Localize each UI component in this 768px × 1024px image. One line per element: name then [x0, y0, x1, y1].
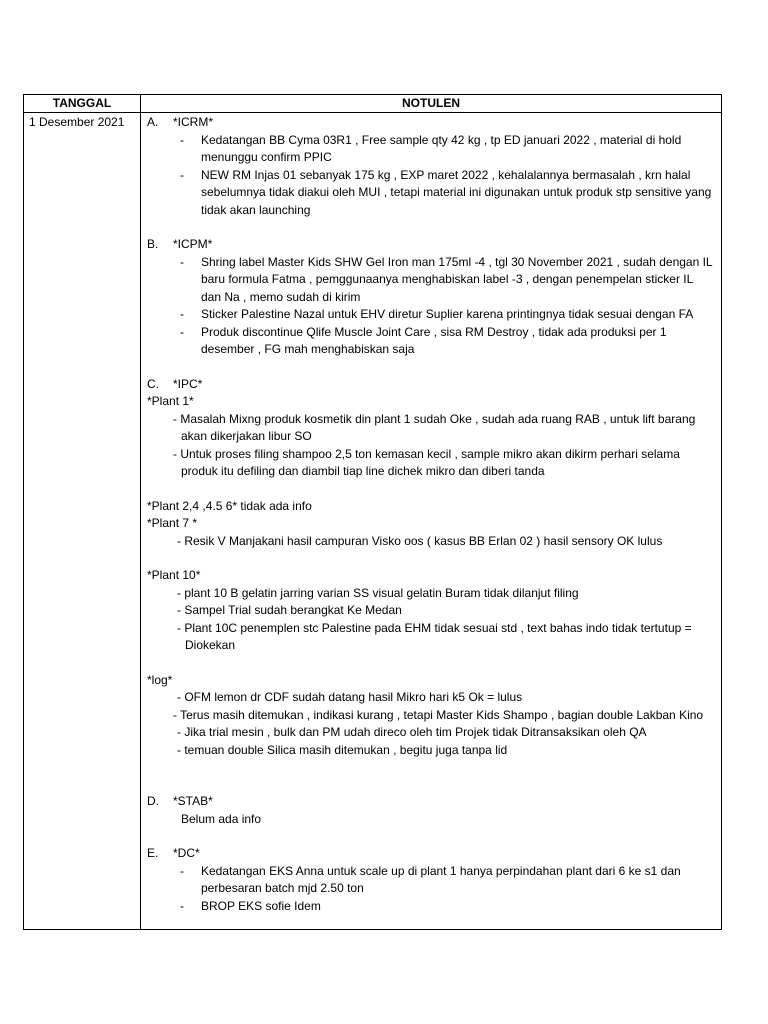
section-e-title: *DC* [173, 846, 200, 860]
list-item: - BROP EKS sofie Idem [180, 898, 715, 916]
section-d-title: *STAB* [173, 794, 213, 808]
minutes-row [24, 113, 722, 930]
list-item: - Plant 10C penemplen stc Palestine pada EHM tidak sesuai std , text bahas indo tidak tertutup = Diokekan [177, 620, 692, 652]
log-title: *log* [147, 672, 173, 687]
plant7-title: *Plant 7 * [147, 516, 198, 530]
list-item: - OFM lemon dr CDF sudah datang hasil Mikro hari k5 Ok = lulus [177, 690, 523, 704]
section-b-heading [147, 236, 715, 254]
section-e-letter: E. [147, 846, 159, 860]
section-e-heading [147, 845, 715, 863]
list-item: - temuan double Silica masih ditemukan , begitu juga tanpa lid [177, 742, 508, 757]
list-item: - Sticker Palestine Nazal untuk EHV diretur Suplier karena printingnya tidak sesuai dengan FA [180, 306, 715, 324]
list-item: - Resik V Manjakani hasil campuran Visko oos ( kasus BB Erlan 02 ) hasil sensory OK lulus [177, 533, 663, 548]
section-d-text: Belum ada info [181, 811, 262, 826]
section-a-heading [147, 114, 715, 132]
list-item: - Untuk proses filing shampoo 2,5 ton kemasan kecil , sample mikro akan dikirm perhari selama produk itu defiling dan diambil tiap line dichek mikro dan diberi tanda [173, 446, 680, 478]
section-d-heading [147, 793, 715, 811]
plant1-title: *Plant 1* [147, 394, 194, 408]
minutes-table [23, 94, 722, 930]
plant2456-note: *Plant 2,4 ,4.5 6* tidak ada info [147, 498, 312, 513]
list-item: - plant 10 B gelatin jarring varian SS visual gelatin Buram tidak dilanjut filing [177, 585, 579, 600]
section-c-title: *IPC* [173, 376, 203, 391]
section-d-letter: D. [147, 794, 159, 808]
section-b-letter: B. [147, 237, 159, 251]
section-b-title: *ICPM* [173, 237, 213, 251]
list-item: - Kedatangan EKS Anna untuk scale up di plant 1 hanya perpindahan plant dari 6 ke s1 dan perbesaran batch mjd 2.50 ton [180, 863, 715, 898]
plant10-title: *Plant 10* [147, 568, 201, 582]
list-item: - Sampel Trial sudah berangkat Ke Medan [177, 603, 402, 617]
section-e-list [147, 863, 715, 916]
header-tanggal: TANGGAL [24, 95, 141, 113]
section-c-heading [147, 376, 715, 394]
header-notulen: NOTULEN [141, 95, 722, 113]
list-item: - NEW RM Injas 01 sebanyak 175 kg , EXP maret 2022 , kehalalannya bermasalah , krn halal sebelumnya tidak diakui oleh MUI , tetapi material ini digunakan untuk produk stp sensitive yang tidak akan launching [180, 167, 715, 220]
list-item: - Terus masih ditemukan , indikasi kurang , tetapi Master Kids Shampo , bagian double Lakban Kino [173, 707, 704, 722]
section-b-list [147, 254, 715, 359]
list-item: - Kedatangan BB Cyma 03R1 , Free sample qty 42 kg , tp ED januari 2022 , material di hold menunggu confirm PPIC [180, 132, 715, 167]
list-item: - Produk discontinue Qlife Muscle Joint Care , sisa RM Destroy , tidak ada produksi per 1 desember , FG mah menghabiskan saja [180, 324, 715, 359]
notes-cell [141, 113, 722, 930]
list-item: - Masalah Mixng produk kosmetik din plant 1 sudah Oke , sudah ada ruang RAB , untuk lift barang akan dikerjakan libur SO [173, 411, 696, 443]
section-a-list [147, 132, 715, 220]
section-a-letter: A. [147, 115, 159, 129]
date-cell: 1 Desember 2021 [24, 113, 141, 930]
list-item: - Shring label Master Kids SHW Gel Iron man 175ml -4 , tgl 30 November 2021 , sudah dengan IL baru formula Fatma , pemggunaanya menghabiskan label -3 , dengan penempelan sticker IL dan Na , memo sudah di kirim [180, 254, 715, 307]
list-item: - Jika trial mesin , bulk dan PM udah direco oleh tim Projek tidak Ditransaksikan oleh QA [177, 725, 647, 739]
section-c-letter: C. [147, 376, 159, 391]
header-row [24, 95, 722, 113]
section-a-title: *ICRM* [173, 115, 214, 129]
